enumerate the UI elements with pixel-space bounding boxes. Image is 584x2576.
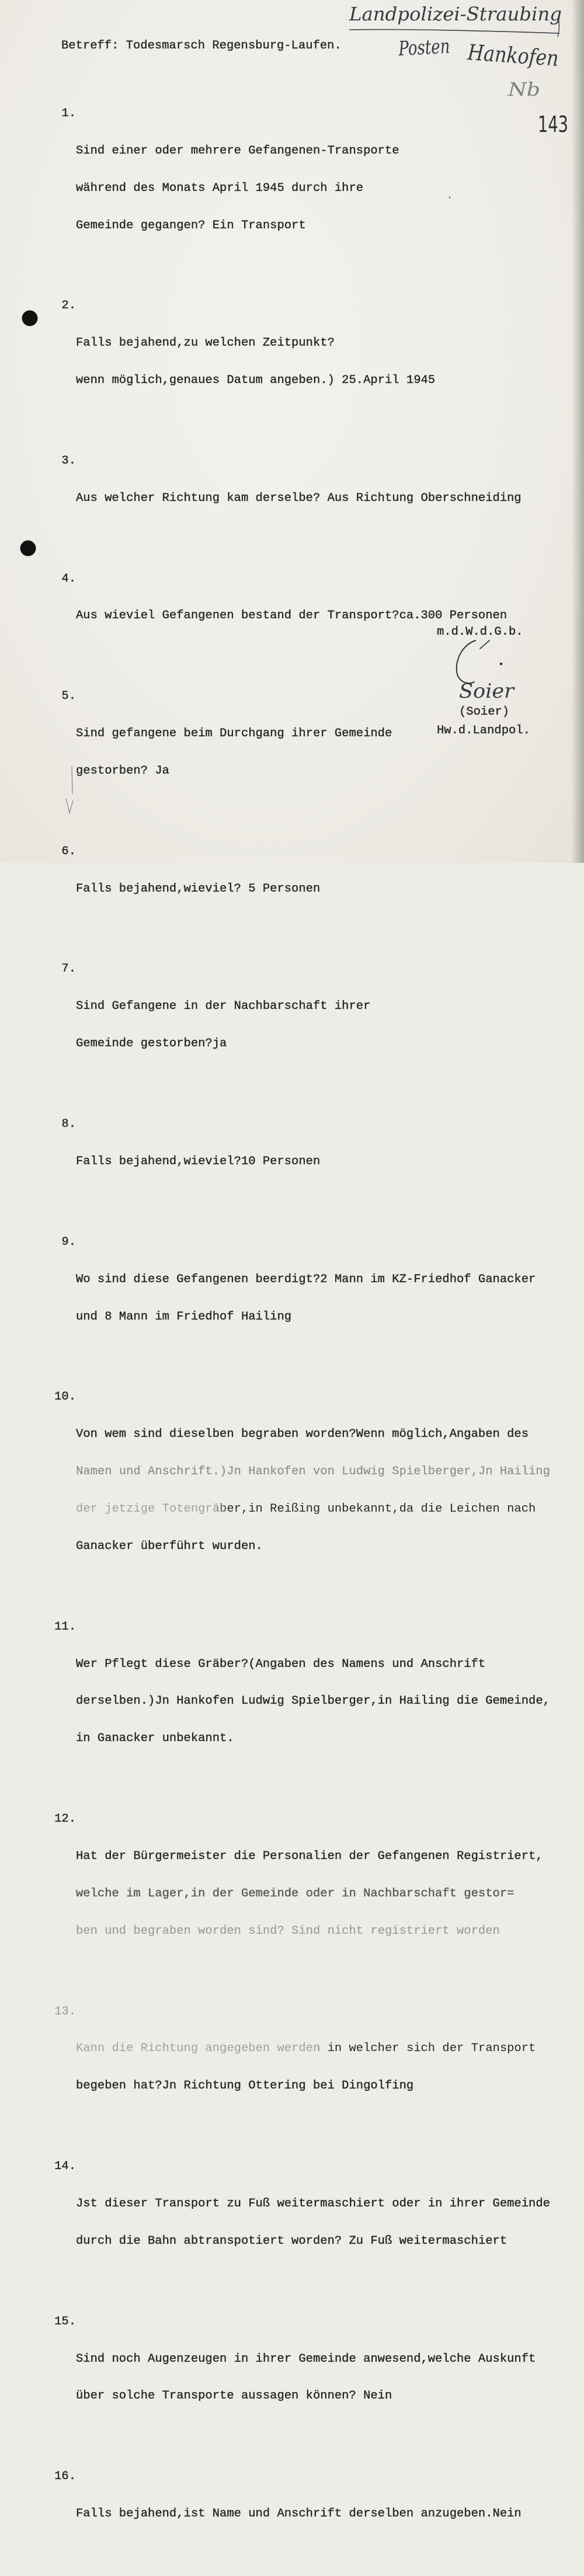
- item-line: begeben hat?Jn Richtung Ottering bei Dingolfing: [76, 2079, 414, 2093]
- item-13: [54, 2004, 561, 2118]
- item-1: [61, 106, 561, 257]
- signatory-title: Hw.d.Landpol.: [437, 724, 530, 737]
- signature-script: Soier: [459, 680, 515, 703]
- item-line: in Ganacker unbekannt.: [76, 1732, 234, 1746]
- item-number: 6.: [61, 844, 76, 858]
- item-12: [54, 1812, 561, 1962]
- item-line: gestorben? Ja: [76, 764, 169, 778]
- signature-abbreviation: m.d.W.d.G.b.: [437, 625, 523, 639]
- item-line: welche im Lager,in der Gemeinde oder in Nachbarschaft gestor=: [76, 1886, 515, 1900]
- item-line: wenn möglich,genaues Datum angeben.) 25.April 1945: [76, 374, 436, 388]
- item-line: und 8 Mann im Friedhof Hailing: [76, 1310, 292, 1324]
- item-line: Aus wieviel Gefangenen bestand der Transport?ca.300 Personen: [76, 609, 507, 623]
- item-line: Sind einer oder mehrere Gefangenen-Transporte: [76, 144, 399, 158]
- item-line: Falls bejahend,ist Name und Anschrift derselben anzugeben.Nein: [76, 2507, 522, 2521]
- page-number-stamp: 143: [538, 112, 568, 137]
- questionnaire: [54, 70, 561, 2576]
- item-line: Hat der Bürgermeister die Personalien der Gefangenen Registriert,: [76, 1849, 543, 1863]
- item-line: Falls bejahend,wieviel?10 Personen: [76, 1154, 321, 1168]
- item-number: 12.: [54, 1812, 76, 1826]
- item-number: 10.: [54, 1390, 76, 1404]
- punch-hole: [22, 311, 38, 326]
- item-line: Sind Gefangene in der Nachbarschaft ihrer: [76, 1000, 371, 1014]
- item-11: [54, 1620, 561, 1770]
- item-7: [61, 962, 561, 1075]
- item-line: Falls bejahend,wieviel? 5 Personen: [76, 882, 321, 896]
- subject-line: Betreff: Todesmarsch Regensburg-Laufen.: [61, 39, 342, 53]
- signatory-name: (Soier): [459, 705, 510, 719]
- item-line: Gemeinde gestorben?ja: [76, 1037, 227, 1051]
- item-number: 14.: [54, 2160, 76, 2174]
- item-number: 15.: [54, 2314, 76, 2328]
- item-8: [61, 1118, 561, 1193]
- item-number: 11.: [54, 1620, 76, 1634]
- pencil-mark: [66, 766, 73, 813]
- item-line: Namen und Anschrift.)Jn Hankofen von Ludwig Spielberger,Jn Hailing: [76, 1465, 550, 1479]
- item-line: Sind gefangene beim Durchgang ihrer Gemeinde: [76, 727, 392, 741]
- item-number: 4.: [61, 572, 76, 586]
- item-line: der jetzige Totengräber,in Reißing unbekannt,da die Leichen nach: [76, 1503, 561, 1515]
- item-line: Falls bejahend,zu welchen Zeitpunkt?: [76, 336, 335, 350]
- item-line: Wer Pflegt diese Gräber?(Angaben des Namens und Anschrift: [76, 1657, 486, 1671]
- item-10: [54, 1390, 561, 1577]
- item-number: 2.: [61, 299, 76, 313]
- item-6: [61, 844, 561, 920]
- item-number: 13.: [54, 2004, 76, 2018]
- handwritten-post-place: Hankofen: [467, 40, 575, 72]
- handwritten-office: Landpolizei-Straubing: [348, 3, 562, 25]
- item-number: 16.: [54, 2470, 76, 2484]
- item-line: Gemeinde gegangen? Ein Transport: [76, 218, 306, 232]
- item-number: 7.: [61, 962, 76, 976]
- handwritten-underline: [349, 29, 559, 33]
- item-line: über solche Transporte aussagen können? Nein: [76, 2389, 392, 2403]
- item-line: Sind noch Augenzeugen in ihrer Gemeinde anwesend,welche Auskunft: [76, 2352, 536, 2366]
- item-15: [54, 2314, 561, 2428]
- item-line: derselben.)Jn Hankofen Ludwig Spielberger,in Hailing die Gemeinde,: [76, 1694, 550, 1708]
- handwritten-post-label: Posten: [398, 34, 467, 61]
- item-line: Ganacker überführt wurden.: [76, 1539, 263, 1553]
- item-14: [54, 2160, 561, 2272]
- item-number: 8.: [61, 1118, 76, 1132]
- item-9: [61, 1235, 561, 1348]
- handwritten-underline-tick: [558, 18, 559, 37]
- punch-hole: [20, 541, 36, 556]
- item-line: ben und begraben worden sind? Sind nicht registriert worden: [76, 1924, 500, 1938]
- item-3: [61, 454, 561, 530]
- item-line: durch die Bahn abtranspotiert worden? Zu Fuß weitermaschiert: [76, 2234, 507, 2248]
- item-2: [61, 299, 561, 412]
- handwritten-region: Nb: [507, 78, 540, 100]
- item-line: Wo sind diese Gefangenen beerdigt?2 Mann im KZ-Friedhof Ganacker: [76, 1272, 536, 1286]
- item-line: Aus welcher Richtung kam derselbe? Aus Richtung Oberschneiding: [76, 491, 522, 505]
- item-number: 5.: [61, 690, 76, 704]
- item-line: Von wem sind dieselben begraben worden?Wenn möglich,Angaben des: [76, 1428, 529, 1442]
- item-line: Jst dieser Transport zu Fuß weitermaschiert oder in ihrer Gemeinde: [76, 2196, 550, 2211]
- item-number: 9.: [61, 1235, 76, 1249]
- item-number: 1.: [61, 106, 76, 120]
- item-line: während des Monats April 1945 durch ihre: [76, 181, 364, 195]
- item-line: Kann die Richtung angegeben werden in welcher sich der Transport: [76, 2042, 561, 2055]
- item-number: 3.: [61, 454, 76, 468]
- item-16: [54, 2470, 561, 2545]
